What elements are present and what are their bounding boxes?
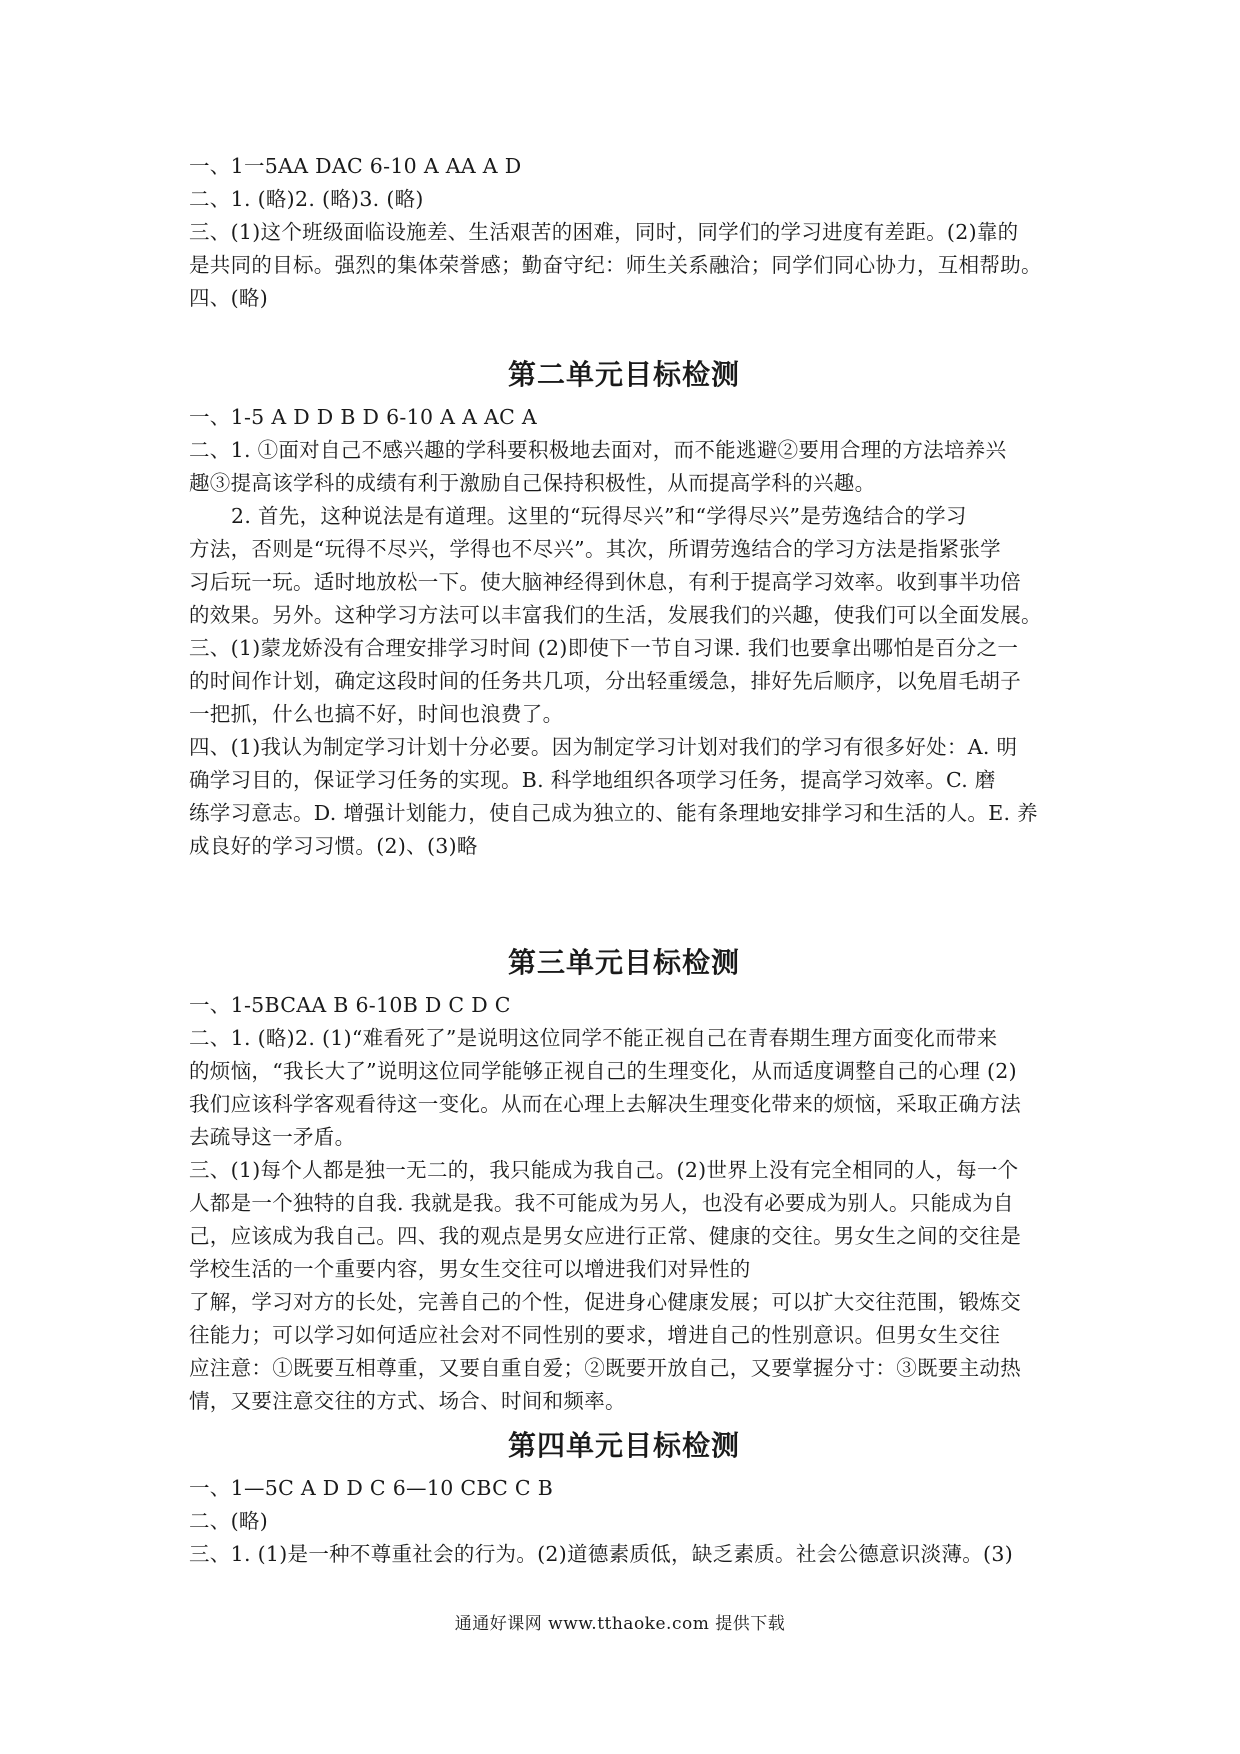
page-footer: 通通好课网 www.tthaoke.com 提供下载: [454, 1614, 786, 1634]
section-title: 第四单元目标检测: [507, 1429, 740, 1462]
answer-line: 趣③提高该学科的成绩有利于激励自己保持积极性，从而提高学科的兴趣。: [189, 471, 876, 495]
answer-line: 人都是一个独特的自我. 我就是我。我不可能成为另人，也没有必要成为别人。只能成为自: [189, 1191, 1014, 1215]
section-title: 第三单元目标检测: [507, 946, 740, 979]
answer-line: 是共同的目标。强烈的集体荣誉感；勤奋守纪：师生关系融洽；同学们同心协力，互相帮助。: [189, 253, 1042, 277]
answer-line: 确学习目的，保证学习任务的实现。B. 科学地组织各项学习任务，提高学习效率。C. 磨: [189, 768, 996, 792]
answer-line: 二、1. ①面对自己不感兴趣的学科要积极地去面对，而不能逃避②要用合理的方法培养兴: [189, 438, 1007, 462]
answer-line: 2. 首先，这种说法是有道理。这里的“玩得尽兴”和“学得尽兴”是劳逸结合的学习: [231, 504, 967, 528]
answer-line: 学校生活的一个重要内容，男女生交往可以增进我们对异性的: [189, 1257, 751, 1281]
answer-line: 一、1-5BCAA B 6-10B D C D C: [189, 993, 511, 1017]
answer-line: 一、1一5AA DAC 6-10 A AA A D: [189, 154, 522, 178]
unit-two-answers: [189, 357, 1059, 863]
answer-line: 成良好的学习习惯。(2)、(3)略: [189, 834, 478, 858]
section-title: 第二单元目标检测: [507, 358, 740, 391]
unit-four-answers: [189, 1428, 1059, 1571]
answer-line: 三、(1)蒙龙娇没有合理安排学习时间 (2)即使下一节自习课. 我们也要拿出哪怕是百分之一: [189, 636, 1019, 660]
answer-line: 的时间作计划，确定这段时间的任务共几项，分出轻重缓急，排好先后顺序，以免眉毛胡子: [189, 669, 1021, 693]
answer-line: 一把抓，什么也搞不好，时间也浪费了。: [189, 702, 564, 726]
answer-line: 二、1. (略)2. (1)“难看死了”是说明这位同学不能正视自己在青春期生理方面变化而带来: [189, 1026, 998, 1050]
answer-line: 的效果。另外。这种学习方法可以丰富我们的生活，发展我们的兴趣，使我们可以全面发展。: [189, 603, 1042, 627]
answer-line: 四、(1)我认为制定学习计划十分必要。因为制定学习计划对我们的学习有很多好处：A. 明: [189, 735, 1018, 759]
answer-line: 练学习意志。D. 增强计划能力，使自己成为独立的、能有条理地安排学习和生活的人。E. 养: [189, 801, 1038, 825]
answer-line: 二、1. (略)2. (略)3. (略): [189, 187, 424, 211]
answer-line: 二、(略): [189, 1509, 268, 1533]
answer-line: 我们应该科学客观看待这一变化。从而在心理上去解决生理变化带来的烦恼，采取正确方法: [189, 1092, 1021, 1116]
answer-line: 三、(1)每个人都是独一无二的，我只能成为我自己。(2)世界上没有完全相同的人，每一个: [189, 1158, 1019, 1182]
answer-line: 三、1. (1)是一种不尊重社会的行为。(2)道德素质低，缺乏素质。社会公德意识淡薄。(3): [189, 1542, 1013, 1566]
answer-line: 己，应该成为我自己。四、我的观点是男女应进行正常、健康的交往。男女生之间的交往是: [189, 1224, 1021, 1248]
answer-line: 习后玩一玩。适时地放松一下。使大脑神经得到休息，有利于提高学习效率。收到事半功倍: [189, 570, 1021, 594]
answer-line: 一、1—5C A D D C 6—10 CBC C B: [189, 1476, 554, 1500]
answer-line: 情，又要注意交往的方式、场合、时间和频率。: [189, 1389, 626, 1413]
answer-line: 应注意：①既要互相尊重，又要自重自爱；②既要开放自己，又要掌握分寸：③既要主动热: [189, 1356, 1021, 1380]
answer-line: 一、1-5 A D D B D 6-10 A A AC A: [189, 405, 538, 429]
answer-line: 去疏导这一矛盾。: [189, 1125, 356, 1149]
answer-line: 了解，学习对方的长处，完善自己的个性，促进身心健康发展；可以扩大交往范围，锻炼交: [189, 1290, 1021, 1314]
answer-line: 的烦恼，“我长大了”说明这位同学能够正视自己的生理变化，从而适度调整自己的心理 (2): [189, 1059, 1017, 1083]
answer-line: 三、(1)这个班级面临设施差、生活艰苦的困难，同时，同学们的学习进度有差距。(2)靠的: [189, 220, 1019, 244]
answer-line: 往能力；可以学习如何适应社会对不同性别的要求，增进自己的性别意识。但男女生交往: [189, 1323, 1001, 1347]
unit-three-answers: [189, 945, 1059, 1418]
answer-line: 四、(略): [189, 286, 268, 310]
unit-one-answers: [189, 150, 1059, 315]
answer-line: 方法，否则是“玩得不尽兴，学得也不尽兴”。其次，所谓劳逸结合的学习方法是指紧张学: [189, 537, 1001, 561]
answer-key-body: [189, 150, 1059, 1571]
